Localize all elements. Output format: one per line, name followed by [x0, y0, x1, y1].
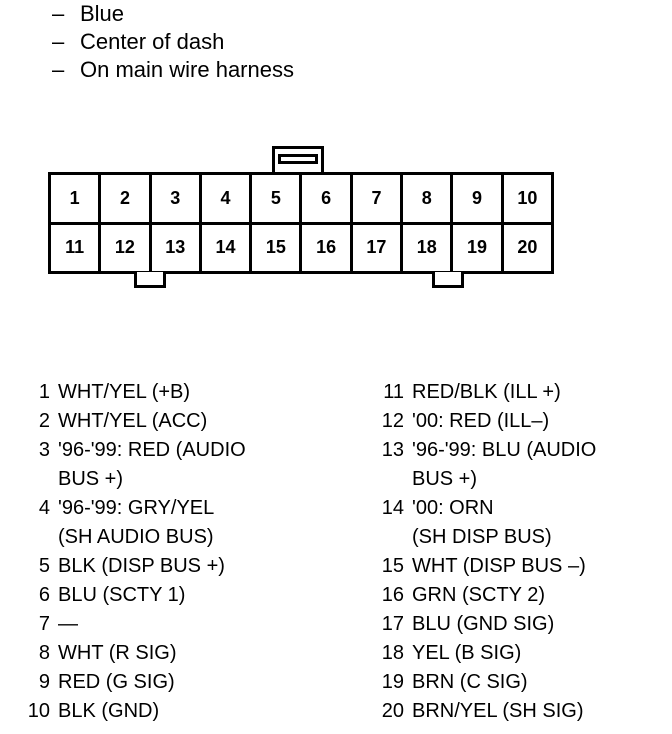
connector-pin: 19: [453, 225, 500, 272]
pin-number: 1: [38, 381, 50, 403]
connector-pin: 16: [302, 225, 349, 272]
connector-pin: 9: [453, 175, 500, 222]
connector-pin: 3: [152, 175, 199, 222]
pin-description: BLK (DISP BUS +): [58, 555, 225, 577]
connector-pin: 5: [252, 175, 299, 222]
pin-legend-entry: [374, 668, 664, 697]
note-color: – Blue: [52, 1, 125, 26]
pin-description: '96-'99: GRY/YEL (SH AUDIO BUS): [58, 497, 215, 548]
pin-legend-right: [374, 378, 664, 726]
pin-legend-entry: [374, 639, 664, 668]
pin-number: 20: [381, 700, 404, 722]
pin-description: WHT/YEL (+B): [58, 381, 191, 403]
pin-number: 13: [381, 439, 404, 461]
pin-legend-entry: [20, 436, 350, 494]
connector-pin: 7: [353, 175, 400, 222]
pin-description: '96-'99: BLU (AUDIO BUS +): [412, 439, 597, 490]
connector-pin: 6: [302, 175, 349, 222]
pin-legend-entry: [374, 552, 664, 581]
pin-legend-entry: [374, 581, 664, 610]
pin-number: 8: [38, 642, 50, 664]
connector-pin: 12: [101, 225, 148, 272]
note-location: – Center of dash: [52, 29, 225, 54]
connector-pin: 4: [202, 175, 249, 222]
connector-pin: 15: [252, 225, 299, 272]
pin-description: RED/BLK (ILL +): [412, 381, 561, 403]
connector-notes: [52, 0, 294, 84]
pin-description: BLU (SCTY 1): [58, 584, 186, 606]
pin-number: 14: [381, 497, 404, 519]
pin-description: —: [58, 613, 78, 635]
pin-description: WHT (DISP BUS –): [412, 555, 586, 577]
connector-pin: 13: [152, 225, 199, 272]
pin-legend-entry: [374, 436, 664, 494]
pin-grid: [51, 175, 551, 271]
pin-description: '00: RED (ILL–): [412, 410, 550, 432]
pin-description: YEL (B SIG): [412, 642, 522, 664]
pin-number: 17: [381, 613, 404, 635]
pin-description: '00: ORN (SH DISP BUS): [412, 497, 552, 548]
pin-number: 11: [383, 381, 404, 403]
pin-legend-entry: [374, 610, 664, 639]
pin-number: 16: [381, 584, 404, 606]
pin-legend-left: [20, 378, 350, 726]
pin-description: GRN (SCTY 2): [412, 584, 545, 606]
connector-foot-right: [432, 272, 464, 288]
pin-number: 9: [38, 671, 50, 693]
pin-legend-entry: [20, 581, 350, 610]
pin-number: 3: [38, 439, 50, 461]
pin-description: BRN (C SIG): [412, 671, 528, 693]
pin-number: 12: [381, 410, 404, 432]
pin-legend-entry: [374, 407, 664, 436]
connector-pin: 1: [51, 175, 98, 222]
pin-description: BRN/YEL (SH SIG): [412, 700, 584, 722]
pin-legend-entry: [20, 494, 350, 552]
pin-number: 6: [38, 584, 50, 606]
pin-number: 15: [381, 555, 404, 577]
pin-description: RED (G SIG): [58, 671, 175, 693]
pin-number: 5: [38, 555, 50, 577]
pin-description: WHT/YEL (ACC): [58, 410, 208, 432]
pin-description: WHT (R SIG): [58, 642, 177, 664]
pin-description: BLK (GND): [58, 700, 160, 722]
pin-description: BLU (GND SIG): [412, 613, 555, 635]
pin-legend-entry: [374, 697, 664, 726]
pin-number: 18: [381, 642, 404, 664]
connector-pin: 14: [202, 225, 249, 272]
pin-legend-entry: [20, 552, 350, 581]
connector-pin: 17: [353, 225, 400, 272]
pin-legend-entry: [20, 639, 350, 668]
pin-number: 4: [38, 497, 50, 519]
pin-number: 2: [38, 410, 50, 432]
connector-pin: 2: [101, 175, 148, 222]
connector-pin: 18: [403, 225, 450, 272]
pin-number: 7: [38, 613, 50, 635]
pin-legend-entry: [374, 378, 664, 407]
connector-pin: 20: [504, 225, 551, 272]
pin-legend-entry: [20, 668, 350, 697]
pin-description: '96-'99: RED (AUDIO BUS +): [58, 439, 246, 490]
connector-latch-tab: [278, 154, 318, 164]
note-harness: – On main wire harness: [52, 57, 294, 82]
pin-legend-entry: [20, 378, 350, 407]
pin-number: 10: [27, 700, 50, 722]
pin-legend-entry: [20, 610, 350, 639]
pin-legend-entry: [20, 697, 350, 726]
pin-legend-entry: [374, 494, 664, 552]
connector-pin: 10: [504, 175, 551, 222]
pin-legend-entry: [20, 407, 350, 436]
pin-number: 19: [381, 671, 404, 693]
connector-diagram: [48, 146, 560, 290]
connector-pin: 11: [51, 225, 98, 272]
connector-pin: 8: [403, 175, 450, 222]
connector-foot-left: [134, 272, 166, 288]
